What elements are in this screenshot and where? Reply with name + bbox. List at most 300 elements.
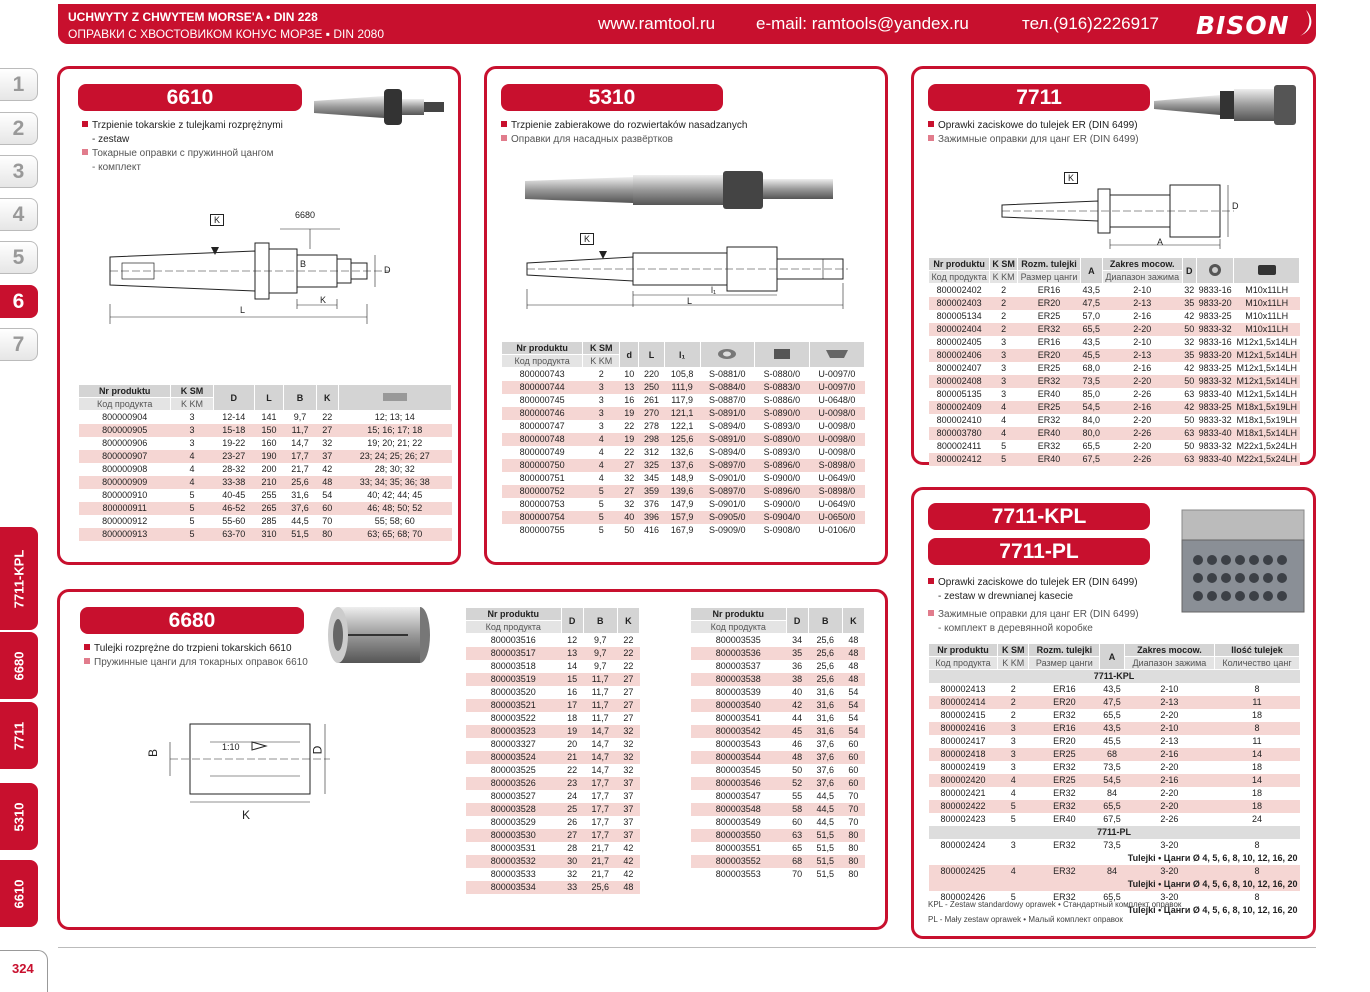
- table-cell: 9833-40: [1198, 389, 1232, 399]
- table-cell: 800000910: [102, 490, 148, 500]
- table-cell: 63; 65; 68; 70: [338, 528, 452, 541]
- chapter-tab-4[interactable]: 4: [0, 198, 38, 231]
- table-cell: 45: [786, 725, 808, 738]
- table-cell: 800000909: [79, 476, 171, 489]
- table-cell: 5: [171, 528, 213, 541]
- table-cell: 37,6: [816, 765, 834, 775]
- side-tab-6680[interactable]: 6680: [0, 632, 38, 699]
- table-cell: 4: [1010, 788, 1016, 798]
- table-cell: 37: [623, 791, 634, 801]
- table-cell: ER25: [1037, 311, 1061, 321]
- table-cell: 70: [842, 803, 864, 816]
- table-cell: 800000755: [519, 525, 565, 535]
- table-cell: 38: [786, 673, 808, 686]
- table-cell: 800002420: [929, 774, 998, 787]
- table-cell: S-0898/0: [809, 459, 864, 472]
- table-cell: 60: [842, 751, 864, 764]
- table-cell: 42: [1184, 311, 1195, 321]
- panel-5310: [484, 66, 888, 565]
- table-cell: 2-20: [1133, 415, 1152, 425]
- table-cell: 800000751: [519, 473, 565, 483]
- table-cell: 800000754: [502, 511, 583, 524]
- table-cell: 800000904: [102, 412, 148, 423]
- table-cell: 80,0: [1080, 427, 1102, 440]
- table-cell: U-0097/0: [818, 369, 856, 380]
- table-cell: 800002425: [929, 865, 998, 878]
- table-cell: M12x1,5x14LH: [1236, 337, 1297, 347]
- table-cell: 2-10: [1124, 722, 1214, 735]
- footnote-pl: PL - Mały zestaw oprawek • Малый комплект оправок: [928, 915, 1123, 924]
- drive-block-icon: [771, 348, 793, 360]
- table-cell: 48: [617, 881, 639, 894]
- table-cell: 84: [1100, 865, 1125, 878]
- table-cell: U-0650/0: [809, 511, 864, 524]
- label-a: A: [1157, 237, 1164, 247]
- table-cell: M12x1,5x14LH: [1234, 375, 1300, 388]
- column-header: Nr produktu: [466, 608, 562, 621]
- table-row: [466, 660, 640, 673]
- table-cell: 9833-16: [1198, 337, 1232, 347]
- table-row: [466, 647, 640, 660]
- table-row: [929, 427, 1300, 440]
- table-cell: 17,7: [583, 829, 617, 842]
- table-cell: 44: [792, 713, 803, 723]
- table-cell: U-0648/0: [818, 395, 856, 405]
- table-cell: 800002426: [940, 892, 986, 902]
- table-cell: 800002408: [929, 375, 990, 388]
- table-cell: 27: [317, 424, 338, 437]
- table-row: [929, 735, 1300, 748]
- table-row: [466, 855, 640, 868]
- table-row: [502, 459, 865, 472]
- table-cell: 210: [254, 476, 283, 489]
- table-cell: ER32: [1053, 840, 1076, 850]
- table-cell: 4: [1001, 415, 1007, 425]
- table-cell: 800000743: [519, 369, 565, 380]
- table-row: [691, 712, 865, 725]
- table-cell: 32: [617, 725, 639, 738]
- label-k: K: [242, 808, 251, 822]
- column-header: Диапазон зажима: [1102, 271, 1182, 284]
- table-cell: 800003553: [715, 869, 761, 879]
- table-7711-kpl: [928, 643, 1300, 917]
- table-cell: 65,5: [1080, 323, 1102, 336]
- table-cell: S-0908/0: [763, 525, 801, 535]
- table-5310: [501, 341, 865, 537]
- table-row: [502, 524, 865, 537]
- table-cell: ER25: [1029, 748, 1100, 761]
- table-cell: 800002413: [940, 684, 986, 694]
- table-row: [929, 323, 1300, 336]
- table-cell: 65,5: [1082, 441, 1101, 451]
- table-cell: 8: [1254, 684, 1260, 694]
- chapter-tab-6[interactable]: 6: [0, 285, 38, 318]
- table-cell: 2: [1001, 311, 1007, 321]
- table-cell: 13: [561, 647, 583, 660]
- table-cell: 44,5: [816, 817, 834, 827]
- table-cell: 312: [643, 447, 659, 457]
- table-cell: M10x11LH: [1245, 285, 1289, 296]
- table-cell: 32: [1184, 337, 1195, 347]
- drawing-7711: [998, 175, 1238, 251]
- table-cell: 37: [317, 450, 338, 463]
- table-row: [466, 803, 640, 816]
- side-tab-7711-kpl[interactable]: 7711-KPL: [0, 527, 38, 630]
- table-cell: 50: [792, 765, 803, 775]
- table-cell: 2-20: [1133, 441, 1152, 451]
- description-5310: Trzpienie zabierakowe do rozwiertaków nasadzanych Оправки для насадных развёртков: [501, 119, 881, 147]
- table-row: [691, 660, 865, 673]
- table-cell: 20: [567, 739, 578, 749]
- table-cell: 25: [561, 803, 583, 816]
- table-cell: 46; 48; 50; 52: [338, 502, 452, 515]
- table-cell: 800003525: [490, 765, 536, 775]
- table-cell: 63: [1182, 427, 1196, 440]
- table-cell: 800003528: [466, 803, 562, 816]
- table-cell: 11: [1252, 736, 1262, 746]
- table-7711: [928, 257, 1300, 466]
- table-cell: 17: [561, 699, 583, 712]
- ring-nut-icon: [716, 348, 738, 360]
- table-cell: 800003552: [691, 855, 787, 868]
- table-cell: 2-13: [1102, 297, 1182, 310]
- panel-6610: [57, 66, 461, 565]
- table-cell: 9833-25: [1198, 311, 1232, 321]
- table-cell: 4: [990, 401, 1018, 414]
- table-cell: S-0896/0: [755, 485, 810, 498]
- table-cell: 11,7: [583, 699, 617, 712]
- table-cell: 54: [842, 699, 864, 712]
- table-cell: 9833-25: [1198, 363, 1232, 373]
- table-cell: 23-27: [213, 450, 254, 463]
- table-cell: ER32: [1018, 323, 1081, 336]
- table-cell: 800000749: [519, 447, 565, 457]
- table-cell: 11,7: [284, 424, 317, 437]
- table-cell: 43,5: [1103, 684, 1121, 694]
- table-cell: 9833-20: [1196, 349, 1234, 362]
- table-row: [79, 450, 452, 463]
- table-cell: 9,7: [593, 635, 607, 646]
- screw-column-header: [1234, 258, 1300, 284]
- column-header: Nr produktu: [79, 385, 171, 398]
- column-header: Nr produktu: [502, 342, 583, 355]
- table-cell: 65,5: [1103, 892, 1121, 902]
- chapter-tab-3[interactable]: 3: [0, 155, 38, 188]
- collet-sizes-note: Tulejki • Цанги Ø 4, 5, 6, 8, 10, 12, 16, 20: [1127, 853, 1298, 863]
- table-cell: 800003537: [715, 661, 761, 671]
- table-cell: 15; 16; 17; 18: [338, 424, 452, 437]
- table-cell: 3: [1010, 762, 1016, 772]
- table-cell: S-0887/0: [709, 395, 746, 405]
- column-header: K SM: [583, 342, 620, 355]
- table-row: [929, 722, 1300, 735]
- table-row: [929, 787, 1300, 800]
- table-cell: 14: [567, 661, 578, 671]
- side-tab-5310[interactable]: 5310: [0, 783, 38, 850]
- column-header: Размер цанги: [1029, 657, 1100, 670]
- table-row: [691, 699, 865, 712]
- table-cell: 800003518: [490, 661, 536, 671]
- table-cell: 48: [317, 476, 338, 489]
- table-cell: 4: [598, 447, 604, 457]
- table-cell: 800003536: [691, 647, 787, 660]
- table-cell: ER32: [1053, 892, 1076, 902]
- table-cell: 19; 20; 21; 22: [367, 438, 423, 448]
- table-cell: S-0891/0: [700, 433, 755, 446]
- table-cell: 37,6: [284, 502, 317, 515]
- column-header: Ilość tulejek: [1214, 644, 1299, 657]
- table-cell: 105,8: [670, 369, 694, 380]
- table-cell: 270: [639, 407, 665, 420]
- column-header: Код продукта: [466, 621, 562, 634]
- table-cell: M18x1,5x19LH: [1236, 415, 1297, 425]
- column-header: K: [317, 385, 338, 411]
- table-cell: 5: [1001, 441, 1007, 451]
- table-cell: 37,6: [808, 751, 842, 764]
- table-cell: ER32: [1029, 865, 1100, 878]
- table-cell: 800003529: [490, 817, 536, 827]
- panel-7711: [911, 66, 1316, 465]
- table-cell: 51,5: [808, 855, 842, 868]
- table-cell: S-0883/0: [755, 381, 810, 394]
- table-row: [466, 634, 640, 647]
- table-row: [929, 310, 1300, 323]
- table-cell: M10x11LH: [1234, 323, 1300, 336]
- table-cell: 3: [583, 381, 620, 394]
- table-cell: 2: [1010, 710, 1016, 720]
- table-row: [502, 420, 865, 433]
- table-cell: 800002409: [929, 401, 990, 414]
- header-title-ru: ОПРАВКИ С ХВОСТОВИКОМ КОНУС МОРЗЕ ▪ DIN 2080: [68, 27, 385, 41]
- nut-column-header: [1196, 258, 1234, 284]
- table-row: [691, 777, 865, 790]
- column-header: Количество цанг: [1214, 657, 1299, 670]
- table-cell: 2-26: [1102, 453, 1182, 466]
- table-cell: 14: [1214, 774, 1299, 787]
- table-cell: 3-20: [1124, 865, 1214, 878]
- table-cell: 15-18: [213, 424, 254, 437]
- table-cell: U-0106/0: [818, 525, 856, 535]
- column-header: Код продукта: [691, 621, 787, 634]
- label-d: D: [384, 265, 391, 275]
- table-cell: M18x1,5x19LH: [1234, 401, 1300, 414]
- table-cell: 73,5: [1103, 762, 1121, 772]
- table-cell: 800002415: [940, 710, 986, 720]
- table-cell: 55-60: [222, 516, 246, 526]
- table-cell: 35: [786, 647, 808, 660]
- chapter-tab-2[interactable]: 2: [0, 112, 38, 145]
- table-cell: 27: [620, 459, 639, 472]
- table-cell: 40: [620, 511, 639, 524]
- table-cell: 17,7: [591, 791, 609, 801]
- chapter-tab-7[interactable]: 7: [0, 328, 38, 361]
- table-row: [929, 800, 1300, 813]
- table-cell: 40: [792, 687, 803, 697]
- table-cell: 8: [1214, 865, 1299, 878]
- table-cell: ER16: [1053, 684, 1076, 694]
- column-header: K SM: [998, 644, 1029, 657]
- column-header: B: [284, 385, 317, 411]
- drawing-6610: [100, 209, 400, 324]
- table-cell: S-0897/0: [700, 485, 755, 498]
- table-cell: 21,7: [291, 464, 309, 474]
- table-cell: M10x11LH: [1234, 297, 1300, 310]
- table-cell: 2-26: [1102, 427, 1182, 440]
- table-cell: 33: [561, 881, 583, 894]
- table-cell: 800003780: [929, 427, 990, 440]
- table-cell: 47,5: [1100, 696, 1125, 709]
- table-cell: 111,9: [664, 381, 700, 394]
- table-cell: 800002403: [929, 297, 990, 310]
- table-cell: 800003522: [490, 713, 536, 723]
- table-cell: 80: [842, 855, 864, 868]
- column-header: Rozm. tulejki: [1018, 258, 1081, 271]
- table-cell: 54: [842, 725, 864, 738]
- table-cell: ER32: [1037, 415, 1061, 425]
- phone-number: тел.(916)2226917: [1022, 14, 1159, 33]
- table-cell: ER40: [1053, 814, 1076, 824]
- table-cell: 54,5: [1100, 774, 1125, 787]
- section-7711-kpl: 7711-KPL: [929, 670, 1300, 683]
- table-cell: ER32: [1053, 788, 1076, 798]
- table-cell: 4: [189, 464, 195, 474]
- side-tab-6610[interactable]: 6610: [0, 860, 38, 927]
- bison-horn-icon: [1298, 10, 1314, 36]
- column-header: Nr produktu: [929, 644, 998, 657]
- table-cell: 32: [322, 438, 333, 448]
- table-cell: 22: [624, 447, 635, 457]
- table-cell: 3: [990, 349, 1018, 362]
- table-cell: 9833-32: [1196, 375, 1234, 388]
- table-cell: 84,0: [1082, 415, 1101, 425]
- table-cell: 35: [1182, 297, 1196, 310]
- table-cell: 2-10: [1133, 337, 1152, 347]
- table-cell: 800003520: [490, 687, 536, 697]
- table-cell: U-0098/0: [818, 447, 856, 457]
- table-cell: 5: [171, 502, 213, 515]
- column-header: D: [786, 608, 808, 634]
- table-row: [502, 472, 865, 485]
- table-cell: 22: [617, 647, 639, 660]
- table-cell: 800003547: [715, 791, 761, 801]
- table-cell: 21,7: [591, 869, 609, 879]
- table-cell: 48: [842, 673, 864, 686]
- table-cell: 63-70: [213, 528, 254, 541]
- product-code-7711-pl: 7711-PL: [928, 538, 1150, 565]
- table-cell: 2-26: [1133, 389, 1152, 399]
- table-row: [502, 446, 865, 459]
- table-cell: 255: [261, 490, 277, 500]
- table-cell: 19: [620, 433, 639, 446]
- table-cell: 40-45: [222, 490, 246, 500]
- website-link[interactable]: www.ramtool.ru: [598, 14, 716, 33]
- table-cell: 2: [598, 369, 604, 380]
- screw-icon: [1255, 264, 1279, 276]
- table-cell: 58: [786, 803, 808, 816]
- table-cell: S-0894/0: [709, 447, 746, 457]
- table-cell: 2-13: [1124, 696, 1214, 709]
- side-tab-7711[interactable]: 7711: [0, 702, 38, 769]
- table-cell: S-0881/0: [709, 369, 746, 380]
- table-cell: 9833-25: [1196, 401, 1234, 414]
- chapter-tab-1[interactable]: 1: [0, 68, 38, 101]
- column-header: Nr produktu: [929, 258, 990, 271]
- table-cell: 42: [623, 869, 634, 879]
- table-cell: 800002421: [940, 788, 986, 798]
- table-row: [929, 813, 1300, 826]
- table-row: [691, 855, 865, 868]
- table-cell: 32: [624, 473, 635, 483]
- table-row: [929, 401, 1300, 414]
- description-6610: Trzpienie tokarskie z tulejkami rozprężnymi - zestaw Токарные оправки с пружинной цангом - комплект: [82, 119, 322, 175]
- table-cell: 800000913: [79, 528, 171, 541]
- table-cell: 12: [567, 635, 578, 646]
- table-cell: 68,0: [1082, 363, 1101, 373]
- table-cell: 31,6: [808, 699, 842, 712]
- table-cell: 43,5: [1100, 722, 1125, 735]
- block-column-header: [755, 342, 810, 368]
- table-cell: U-0649/0: [818, 473, 856, 483]
- email-link[interactable]: e-mail: ramtools@yandex.ru: [756, 14, 969, 33]
- table-cell: 60: [792, 817, 803, 827]
- column-header: Код продукта: [929, 657, 998, 670]
- table-cell: 23: [561, 777, 583, 790]
- table-cell: 5: [189, 490, 195, 500]
- label-k-marker: K: [210, 214, 224, 226]
- table-cell: S-0909/0: [709, 525, 746, 535]
- table-row: [79, 489, 452, 502]
- label-d: D: [310, 745, 325, 755]
- table-cell: 8: [1254, 840, 1260, 850]
- column-header: Код продукта: [502, 355, 583, 368]
- table-row: [466, 868, 640, 881]
- chapter-tab-5[interactable]: 5: [0, 241, 38, 274]
- table-row: [502, 407, 865, 420]
- table-row: [466, 673, 640, 686]
- table-cell: 800002423: [940, 814, 986, 824]
- table-row: [691, 634, 865, 647]
- column-header: Код продукта: [79, 398, 171, 411]
- table-cell: 9833-32: [1198, 415, 1232, 425]
- table-cell: 31,6: [816, 713, 834, 723]
- table-cell: M22x1,5x24LH: [1236, 441, 1297, 451]
- table-row: [466, 751, 640, 764]
- table-cell: 84: [1107, 788, 1118, 798]
- label-k: K: [320, 295, 327, 305]
- table-cell: ER16: [1037, 285, 1061, 296]
- table-cell: 2-13: [1160, 736, 1179, 746]
- page-number: 324: [0, 950, 48, 992]
- table-cell: 34: [792, 635, 803, 646]
- table-cell: M12x1,5x14LH: [1234, 349, 1300, 362]
- table-cell: 5: [990, 453, 1018, 466]
- footnote-kpl: KPL - Zestaw standardowy oprawek • Стандартный комплект оправок: [928, 900, 1182, 909]
- table-cell: 35: [1182, 349, 1196, 362]
- table-row: [691, 738, 865, 751]
- column-header: B: [808, 608, 842, 634]
- table-cell: 28-32: [222, 464, 246, 474]
- table-cell: 800003526: [466, 777, 562, 790]
- table-cell: S-0898/0: [809, 485, 864, 498]
- table-cell: 23; 24; 25; 26; 27: [338, 450, 452, 463]
- table-cell: 48: [848, 661, 859, 671]
- table-cell: 2-20: [1124, 800, 1214, 813]
- table-cell: 25,6: [583, 881, 617, 894]
- table-row: [929, 388, 1300, 401]
- table-cell: 800000744: [502, 381, 583, 394]
- table-cell: 5: [583, 485, 620, 498]
- table-row: [466, 725, 640, 738]
